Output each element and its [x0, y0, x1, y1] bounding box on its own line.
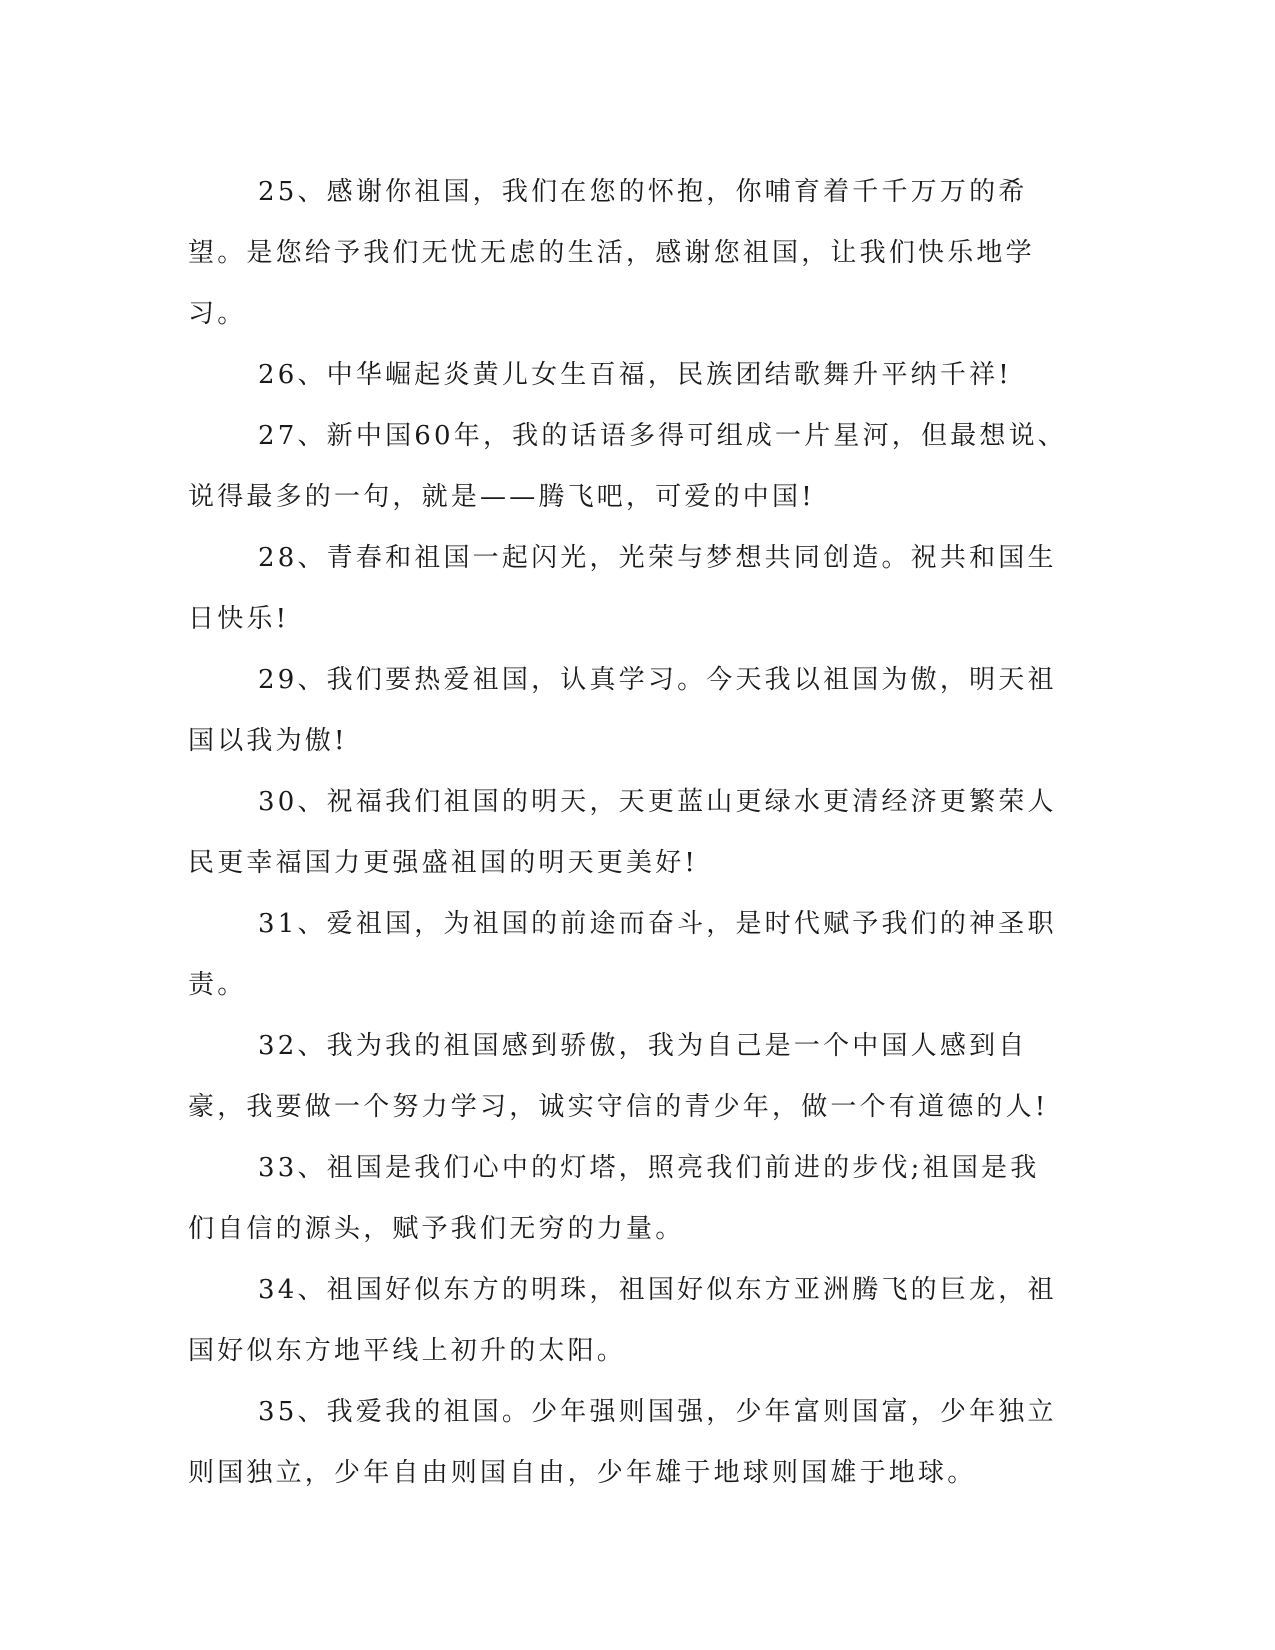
paragraph-32: 32、我为我的祖国感到骄傲，我为自己是一个中国人感到自豪，我要做一个努力学习，诚实守信的青少年，做一个有道德的人! [188, 1031, 1049, 1122]
paragraph-25: 25、感谢你祖国，我们在您的怀抱，你哺育着千千万万的希望。是您给予我们无忧无虑的生活，感谢您祖国，让我们快乐地学习。 [188, 177, 1035, 329]
paragraph-27: 27、新中国60年，我的话语多得可组成一片星河，但最想说、说得最多的一句，就是——腾飞吧，可爱的中国! [188, 421, 1067, 512]
paragraph-28: 28、青春和祖国一起闪光，光荣与梦想共同创造。祝共和国生日快乐! [188, 543, 1057, 634]
paragraph-29: 29、我们要热爱祖国，认真学习。今天我以祖国为傲，明天祖国以我为傲! [188, 665, 1057, 756]
paragraph-34: 34、祖国好似东方的明珠，祖国好似东方亚洲腾飞的巨龙，祖国好似东方地平线上初升的太阳。 [188, 1275, 1057, 1366]
paragraph-30: 30、祝福我们祖国的明天，天更蓝山更绿水更清经济更繁荣人民更幸福国力更强盛祖国的明天更美好! [188, 787, 1057, 878]
paragraph-33: 33、祖国是我们心中的灯塔，照亮我们前进的步伐;祖国是我们自信的源头，赋予我们无穷的力量。 [188, 1153, 1040, 1244]
paragraph-26: 26、中华崛起炎黄儿女生百福，民族团结歌舞升平纳千祥! [258, 360, 1012, 390]
paragraph-35: 35、我爱我的祖国。少年强则国强，少年富则国富，少年独立则国独立，少年自由则国自由，少年雄于地球则国雄于地球。 [188, 1397, 1057, 1488]
paragraph-list [188, 162, 1068, 1504]
paragraph-31: 31、爱祖国，为祖国的前途而奋斗，是时代赋予我们的神圣职责。 [188, 909, 1057, 1000]
